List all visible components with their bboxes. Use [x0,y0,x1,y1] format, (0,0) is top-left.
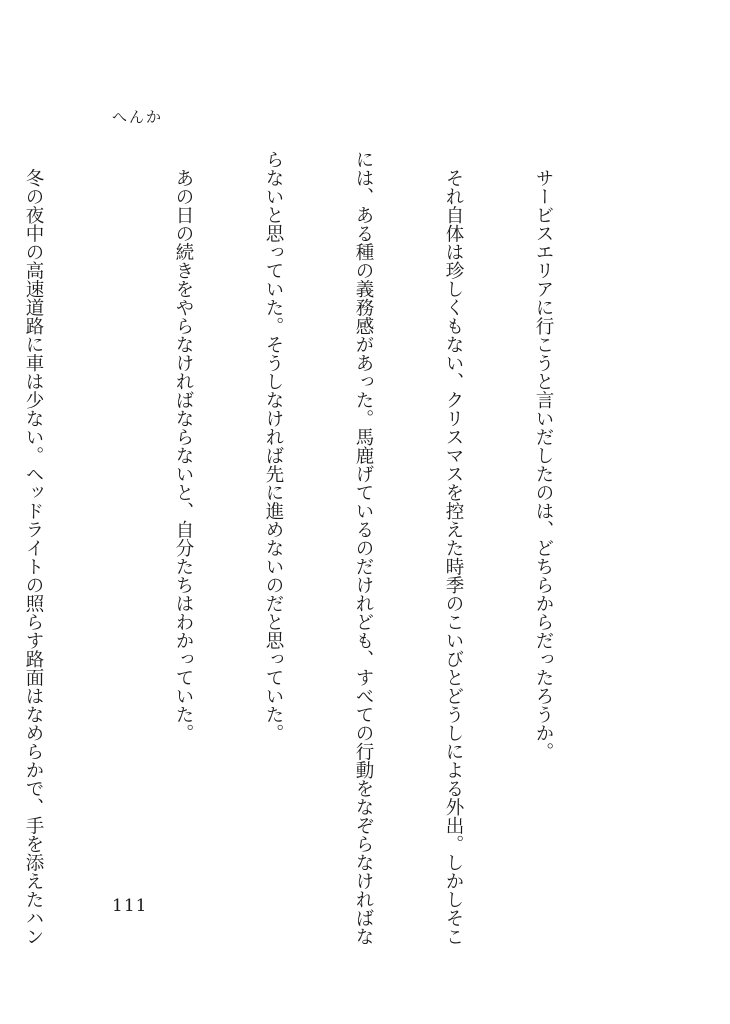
page-number: 111 [112,896,148,916]
text-line: 冬の夜中の高速道路に車は少ない。ヘッドライトの照らす路面はなめらかで、手を添えたハン [23,150,44,946]
text-line: には、ある種の義務感があった。馬鹿げているのだけれども、すべての行動をなぞらなければな [353,150,374,946]
text-line: らないと思っていた。そうしなければ先に進めないのだと思っていた。 [263,150,284,742]
text-line: サービスエリアに行こうと言いだしたのは、どちらからだったろうか。 [533,150,554,761]
text-line: あの日の続きをやらなければならないと、自分たちはわかっていた。 [173,150,194,742]
running-header: へんか [112,108,164,126]
text-line: それ自体は珍しくもない、クリスマスを控えた時季のこいびとどうしによる外出。しかしそこ [443,150,464,946]
